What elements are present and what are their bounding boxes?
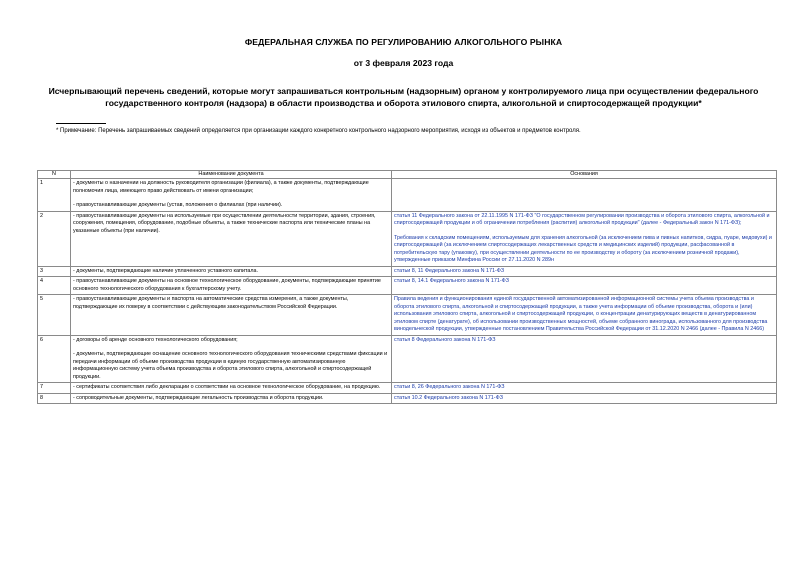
row-basis bbox=[392, 295, 777, 336]
document-item-text: - документы, подтверждающие оснащение основного технологического оборудования техническими средствами фиксации и передачи информации об объеме производства продукции в единую государственную автоматизированную информационную систему учета объема производства и оборота этилового спирта, алкогольной и спиртосодержащей продукции. bbox=[73, 351, 388, 380]
legal-basis-link[interactable]: статьи 8, 14.1 Федерального закона N 171-ФЗ bbox=[394, 278, 510, 284]
row-document-name bbox=[71, 335, 392, 383]
table-row bbox=[38, 211, 777, 266]
table-row bbox=[38, 393, 777, 404]
document-title: Исчерпывающий перечень сведений, которые могут запрашиваться контрольным (надзорным) органом у контролируемого лица при осуществлении федерального государственного контроля (надзора) в области производства и оборота этилового спирта, алкогольной и спиртосодержащей продукции* bbox=[48, 86, 759, 108]
table-row bbox=[38, 179, 777, 212]
row-document-name bbox=[71, 179, 392, 212]
table-header-row bbox=[38, 171, 777, 179]
document-item-text: - сертификаты соответствия либо декларации о соответствии на основное технологическое оборудование, на продукцию. bbox=[73, 384, 381, 390]
document-date: от 3 февраля 2023 года bbox=[353, 58, 454, 68]
row-basis bbox=[392, 335, 777, 383]
row-document-name bbox=[71, 211, 392, 266]
legal-basis-link[interactable]: статья 8 Федерального закона N 171-ФЗ bbox=[394, 336, 496, 343]
row-document-name bbox=[71, 383, 392, 394]
document-item-text: - правоустанавливающие документы (устав, положения о филиалах (при наличии). bbox=[73, 202, 283, 208]
table-row bbox=[38, 295, 777, 336]
row-number: 6 bbox=[38, 335, 71, 383]
header-number: N bbox=[38, 171, 71, 179]
legal-basis-link[interactable]: статьи 8, 11 Федерального закона N 171-ФЗ bbox=[394, 267, 505, 274]
row-basis bbox=[392, 383, 777, 394]
document-item-text: - правоустанавливающие документы и паспорта на автоматические средства измерения, а также документы, подтверждающие их поверку в соответствии с действующим законодательством Российской Федерации. bbox=[73, 296, 349, 310]
row-basis bbox=[392, 266, 777, 277]
table-row bbox=[38, 383, 777, 394]
table-row bbox=[38, 335, 777, 383]
row-number: 8 bbox=[38, 393, 71, 404]
footnote-divider bbox=[56, 123, 106, 124]
row-basis bbox=[392, 277, 777, 295]
table-body bbox=[38, 179, 777, 404]
document-item-text: - договоры об аренде основного технологического оборудования; bbox=[73, 336, 238, 343]
row-basis bbox=[392, 211, 777, 266]
legal-basis-link[interactable]: статьи 8, 26 Федерального закона N 171-ФЗ bbox=[394, 384, 505, 390]
row-number: 1 bbox=[38, 179, 71, 212]
requirements-table bbox=[37, 170, 777, 404]
document-item-text: - документы, подтверждающие наличие уплаченного уставного капитала. bbox=[73, 267, 259, 274]
row-number: 4 bbox=[38, 277, 71, 295]
legal-basis-link[interactable]: Правила ведения и функционирования единой государственной автоматизированной информационной системы учета объема производства и оборота этилового спирта, алкогольной и спиртосодержащей продукции, а также учета информации об объеме производства, оборота и (или) использования этилового спирта, алкогольной и спиртосодержащей продукции, о концентрации денатурирующих веществ в денатурированном этиловом спирте (денатурате), об использовании производственных мощностей, объеме собранного винограда, использованного для производства винодельческой продукции, утвержденные постановлением Правительства Российской Федерации от 31.12.2020 N 2466 (далее - Правила N 2466) bbox=[394, 296, 768, 332]
legal-basis-link[interactable]: Требования к складским помещениям, используемым для хранения алкогольной (за исключением пива и пивных напитков, сидра, пуаре, медовухи) и спиртосодержащей (за исключением спиртосодержащих лекарственных средств и медицинских изделий) продукции, расфасованной в потребительскую тару (упаковку), при осуществлении деятельности по ее производству и обороту (за исключением розничной продажи), утвержденные приказом Минфина России от 27.11.2020 N 289н bbox=[394, 234, 772, 263]
legal-basis-link[interactable]: статья 11 Федерального закона от 22.11.1995 N 171-ФЗ "О государственном регулировании производства и оборота этилового спирта, алкогольной и спиртосодержащей продукции и об ограничении потребления (распития) алкогольной продукции" (далее - Федеральный закон N 171-ФЗ); bbox=[394, 212, 770, 226]
row-document-name bbox=[71, 295, 392, 336]
row-document-name bbox=[71, 266, 392, 277]
header-basis: Основания bbox=[392, 171, 777, 179]
row-basis bbox=[392, 393, 777, 404]
document-item-text: - документы о назначении на должность руководителя организации (филиала), а также документы, подтверждающие полномочия лица, имеющего право действовать от имени организации; bbox=[73, 180, 369, 194]
legal-basis-link[interactable]: статья 10.2 Федерального закона N 171-ФЗ bbox=[394, 394, 503, 401]
row-number: 2 bbox=[38, 211, 71, 266]
document-item-text: - правоустанавливающие документы на используемые при осуществлении деятельности территории, здания, строения, сооружения, помещения, оборудование, подобные объекты, а также технические паспорта или технические планы на указанные объекты (при наличии). bbox=[73, 212, 376, 234]
footnote-note: * Примечание: Перечень запрашиваемых сведений определяется при организации каждого конкретного контрольного надзорного мероприятия, исходя из объектов и предметов контроля. bbox=[56, 128, 581, 134]
document-item-text: - сопроводительные документы, подтверждающие легальность производства и оборота продукции. bbox=[73, 394, 324, 401]
row-number: 3 bbox=[38, 266, 71, 277]
row-document-name bbox=[71, 277, 392, 295]
row-basis bbox=[392, 179, 777, 212]
row-number: 5 bbox=[38, 295, 71, 336]
table-row bbox=[38, 277, 777, 295]
document-item-text: - правоустанавливающие документы на основное технологическое оборудование, документы, подтверждающие принятие основного технологического оборудования к бухгалтерскому учету. bbox=[73, 278, 381, 292]
row-document-name bbox=[71, 393, 392, 404]
row-number: 7 bbox=[38, 383, 71, 394]
agency-name: ФЕДЕРАЛЬНАЯ СЛУЖБА ПО РЕГУЛИРОВАНИЮ АЛКОГОЛЬНОГО РЫНКА bbox=[244, 37, 563, 47]
table-row bbox=[38, 266, 777, 277]
header-document-name: Наименование документа bbox=[71, 171, 392, 179]
